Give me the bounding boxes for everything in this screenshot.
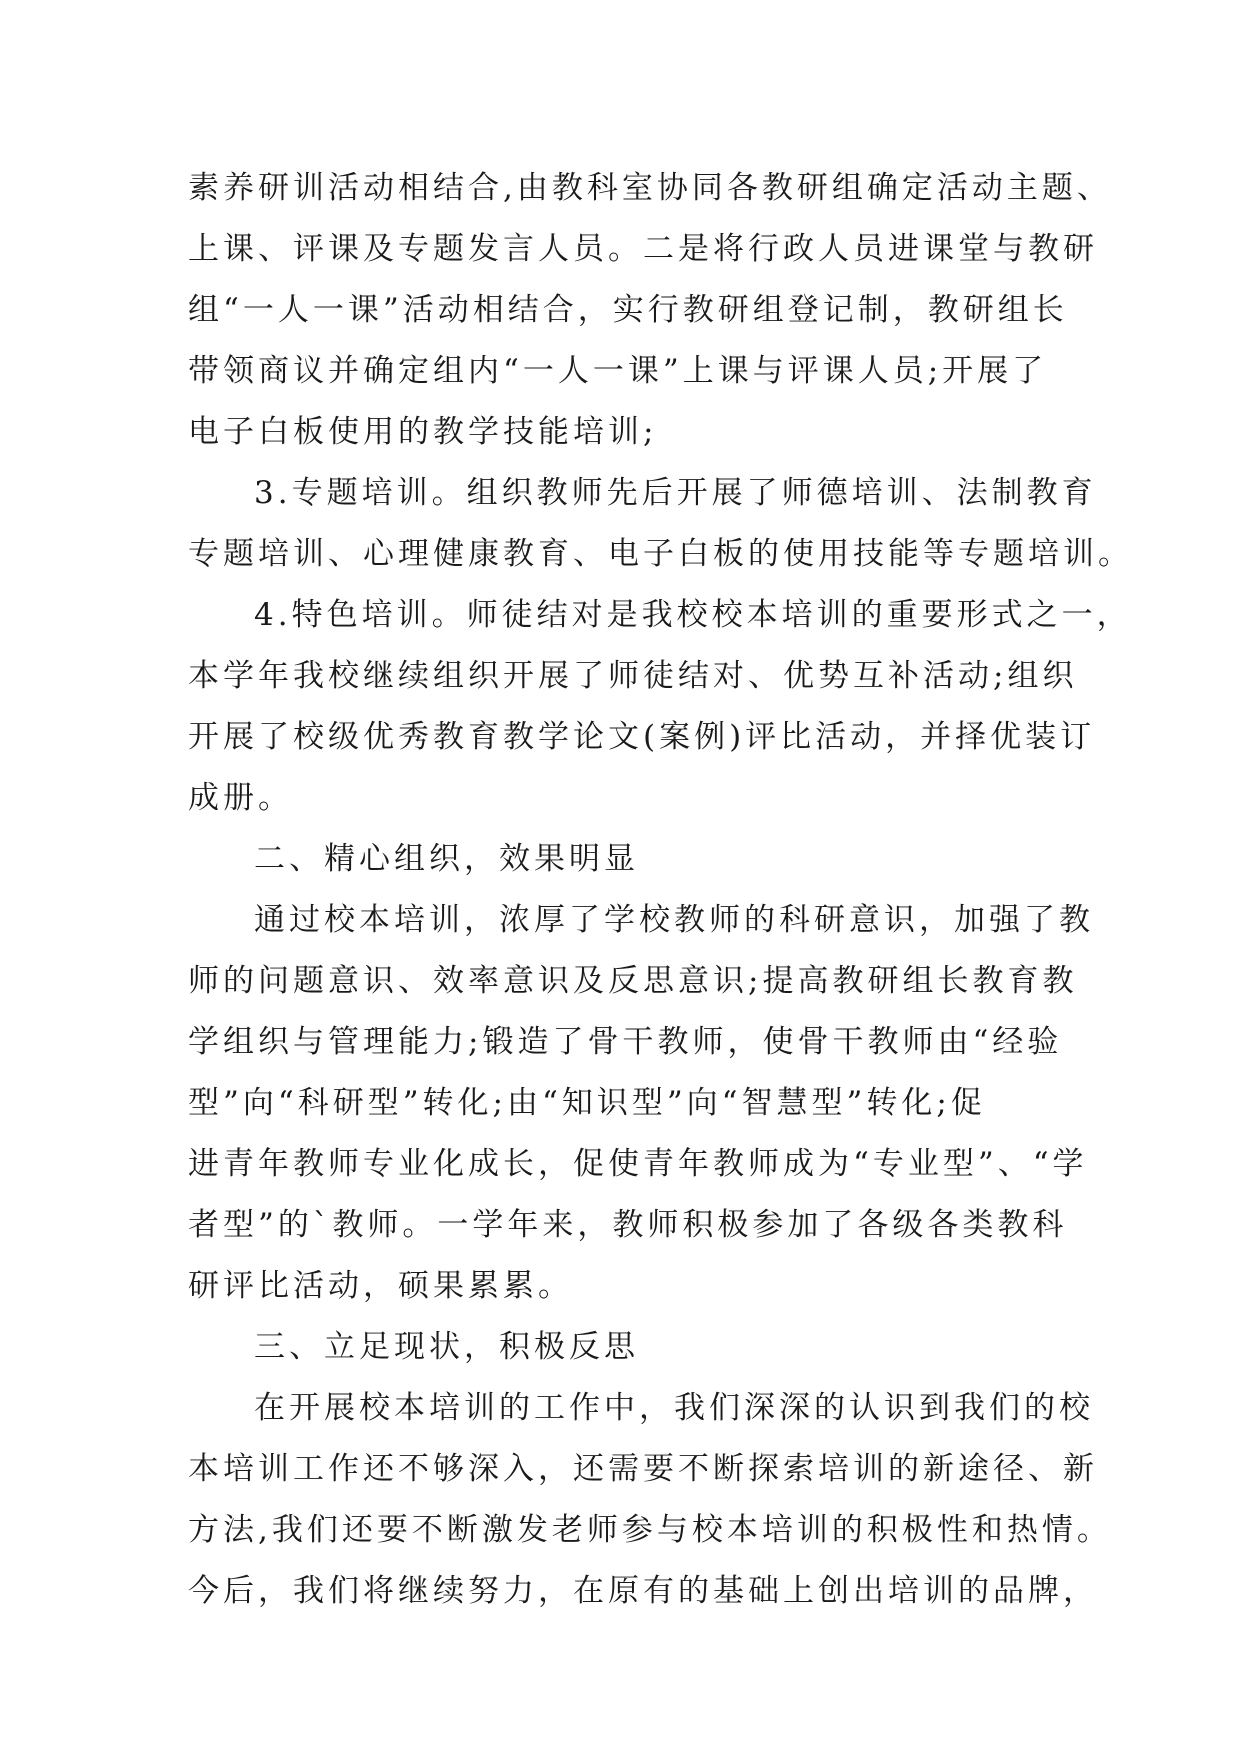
text-line: 者型”的`教师。一学年来，教师积极参加了各级各类教科 bbox=[188, 1207, 1068, 1243]
section-heading: 三、立足现状，积极反思 bbox=[254, 1329, 639, 1365]
paragraph-first-line: 通过校本培训，浓厚了学校教师的科研意识，加强了教 bbox=[254, 902, 1094, 938]
text-line: 进青年教师专业化成长，促使青年教师成为“专业型”、“学 bbox=[188, 1146, 1088, 1182]
text-line: 上课、评课及专题发言人员。二是将行政人员进课堂与教研 bbox=[188, 231, 1098, 267]
text-line: 方法,我们还要不断激发老师参与校本培训的积极性和热情。 bbox=[188, 1512, 1112, 1548]
text-line: 学组织与管理能力;锻造了骨干教师，使骨干教师由“经验 bbox=[188, 1024, 1063, 1060]
text-line: 专题培训、心理健康教育、电子白板的使用技能等专题培训。 bbox=[188, 536, 1133, 572]
text-line: 成册。 bbox=[188, 780, 293, 816]
text-line: 带领商议并确定组内“一人一课”上课与评课人员;开展了 bbox=[188, 353, 1048, 389]
text-line: 研评比活动，硕果累累。 bbox=[188, 1268, 573, 1304]
text-line: 师的问题意识、效率意识及反思意识;提高教研组长教育教 bbox=[188, 963, 1078, 999]
document-body bbox=[188, 158, 1133, 1622]
text-line: 素养研训活动相结合,由教科室协同各教研组确定活动主题、 bbox=[188, 170, 1112, 206]
section-heading: 二、精心组织，效果明显 bbox=[254, 841, 639, 877]
text-line: 本学年我校继续组织开展了师徒结对、优势互补活动;组织 bbox=[188, 658, 1078, 694]
text-line: 型”向“科研型”转化;由“知识型”向“智慧型”转化;促 bbox=[188, 1085, 986, 1121]
text-line: 本培训工作还不够深入，还需要不断探索培训的新途径、新 bbox=[188, 1451, 1098, 1487]
text-line: 组“一人一课”活动相结合，实行教研组登记制，教研组长 bbox=[188, 292, 1068, 328]
text-line: 今后，我们将继续努力，在原有的基础上创出培训的品牌， bbox=[188, 1573, 1098, 1609]
paragraph-first-line: 3.专题培训。组织教师先后开展了师德培训、法制教育 bbox=[254, 475, 1097, 511]
text-line: 电子白板使用的教学技能培训; bbox=[188, 414, 658, 450]
text-line: 开展了校级优秀教育教学论文(案例)评比活动，并择优装订 bbox=[188, 719, 1096, 755]
paragraph-first-line: 在开展校本培训的工作中，我们深深的认识到我们的校 bbox=[254, 1390, 1094, 1426]
paragraph-first-line: 4.特色培训。师徒结对是我校校本培训的重要形式之一， bbox=[254, 597, 1132, 633]
